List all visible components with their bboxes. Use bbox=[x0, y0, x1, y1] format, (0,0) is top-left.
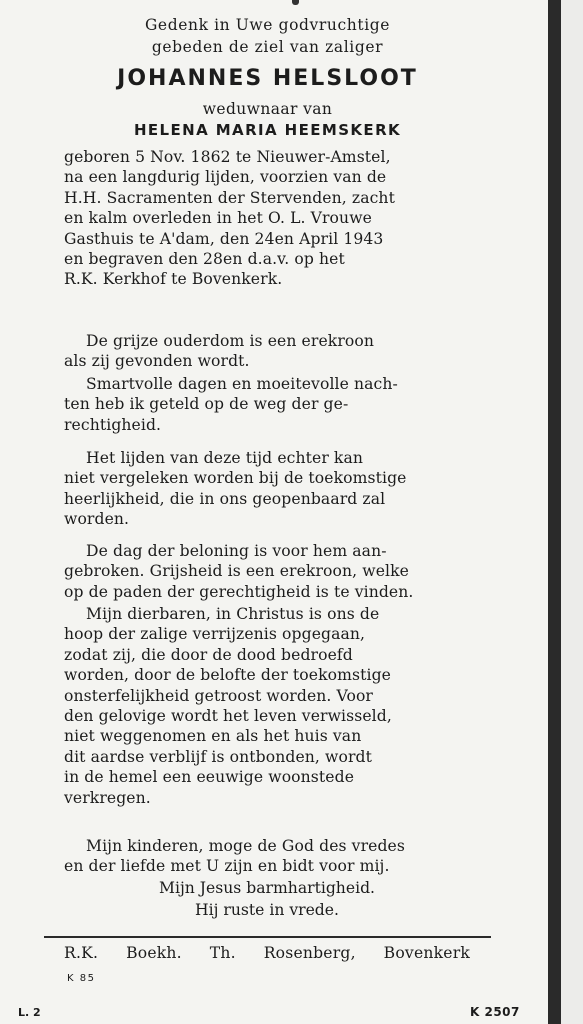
biography-line: H.H. Sacramenten der Stervenden, zacht bbox=[64, 188, 395, 207]
quote-line: hoop der zalige verrijzenis opgegaan, bbox=[64, 625, 366, 644]
quote-line: ten heb ik geteld op de weg der ge- bbox=[64, 395, 349, 414]
intro-line: gebeden de ziel van zaliger bbox=[151, 38, 384, 56]
catalog-code-left: L. 2 bbox=[18, 1006, 41, 1019]
biography bbox=[64, 147, 470, 290]
quote-line: in de hemel een eeuwige woonstede bbox=[64, 768, 355, 787]
intro-line: Gedenk in Uwe godvruchtige bbox=[144, 16, 391, 34]
quote-line: Het lijden van deze tijd echter kan bbox=[86, 449, 364, 467]
biography-line: Gasthuis te A'dam, den 24en April 1943 bbox=[64, 229, 384, 248]
catalog-code-small: K 85 bbox=[67, 973, 96, 984]
widower-of-label: weduwnaar van bbox=[202, 100, 333, 118]
quote-paragraph bbox=[64, 448, 470, 530]
closing-rest-in-peace: Hij ruste in vrede. bbox=[195, 901, 339, 919]
quote-line: De dag der beloning is voor hem aan- bbox=[86, 542, 387, 560]
deceased-name: JOHANNES HELSLOOT bbox=[117, 66, 418, 91]
intro-text bbox=[60, 14, 475, 58]
catalog-code-right: K 2507 bbox=[470, 1005, 520, 1019]
quote-line: De grijze ouderdom is een erekroon bbox=[86, 332, 374, 350]
quote-line: gebroken. Grijsheid is een erekroon, welke bbox=[64, 562, 409, 581]
biography-line: R.K. Kerkhof te Bovenkerk. bbox=[64, 270, 283, 289]
quote-line: worden. bbox=[64, 510, 130, 529]
quote-line: heerlijkheid, die in ons geopenbaard zal bbox=[64, 489, 386, 508]
quote-line: Mijn dierbaren, in Christus is ons de bbox=[86, 605, 380, 623]
quote-paragraph bbox=[64, 541, 470, 602]
spouse-name: HELENA MARIA HEEMSKERK bbox=[133, 121, 402, 139]
quote-line: op de paden der gerechtigheid is te vinden. bbox=[64, 582, 414, 601]
biography-line: en begraven den 28en d.a.v. op het bbox=[64, 250, 345, 269]
divider-rule bbox=[44, 936, 491, 938]
biography-line: na een langdurig lijden, voorzien van de bbox=[64, 168, 387, 187]
biography-line: en kalm overleden in het O. L. Vrouwe bbox=[64, 209, 372, 228]
quote-paragraph bbox=[64, 331, 470, 372]
quote-line: niet weggenomen en als het huis van bbox=[64, 727, 362, 746]
printer-credit: R.K. Boekh. Th. Rosenberg, Bovenkerk bbox=[64, 944, 470, 962]
scan-edge-shadow bbox=[548, 0, 561, 1024]
quote-line: rechtigheid. bbox=[64, 415, 162, 434]
quote-paragraph bbox=[64, 604, 470, 808]
quote-line: Mijn kinderen, moge de God des vredes bbox=[86, 837, 405, 855]
quote-line: Smartvolle dagen en moeitevolle nach- bbox=[86, 375, 398, 393]
quote-paragraph bbox=[64, 374, 470, 435]
quote-line: verkregen. bbox=[64, 788, 151, 807]
quote-line: zodat zij, die door de dood bedroefd bbox=[64, 645, 353, 664]
card-top-mark bbox=[292, 0, 299, 5]
quote-line: dit aardse verblijf is ontbonden, wordt bbox=[64, 747, 372, 766]
quote-line: den gelovige wordt het leven verwisseld, bbox=[64, 707, 392, 726]
quote-paragraph bbox=[64, 836, 470, 877]
quote-line: onsterfelijkheid getroost worden. Voor bbox=[64, 686, 373, 705]
quote-line: als zij gevonden wordt. bbox=[64, 352, 250, 371]
quote-line: worden, door de belofte der toekomstige bbox=[64, 666, 391, 685]
quote-line: en der liefde met U zijn en bidt voor mij. bbox=[64, 857, 390, 876]
closing-prayer: Mijn Jesus barmhartigheid. bbox=[158, 879, 376, 897]
biography-line: geboren 5 Nov. 1862 te Nieuwer-Amstel, bbox=[64, 148, 391, 166]
scan-margin bbox=[561, 0, 583, 1024]
quote-line: niet vergeleken worden bij de toekomstige bbox=[64, 469, 407, 488]
